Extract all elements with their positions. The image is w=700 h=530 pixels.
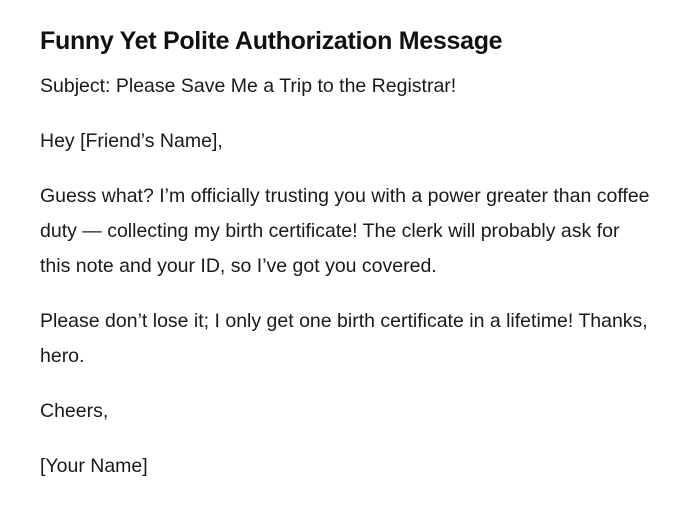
greeting-line: Hey [Friend’s Name], <box>40 130 223 152</box>
document-title: Funny Yet Polite Authorization Message <box>40 27 503 55</box>
body-paragraph-1: Guess what? I’m officially trusting you with a power greater than coffee duty — collecting my birth certificate! The clerk will probably ask for this note and your ID, so I’ve got you covered. <box>40 185 650 277</box>
subject-line: Subject: Please Save Me a Trip to the Registrar! <box>40 75 457 97</box>
signature-line: [Your Name] <box>40 455 148 477</box>
body-paragraph-2: Please don’t lose it; I only get one birth certificate in a lifetime! Thanks, hero. <box>40 310 648 367</box>
sign-off-line: Cheers, <box>40 400 109 422</box>
